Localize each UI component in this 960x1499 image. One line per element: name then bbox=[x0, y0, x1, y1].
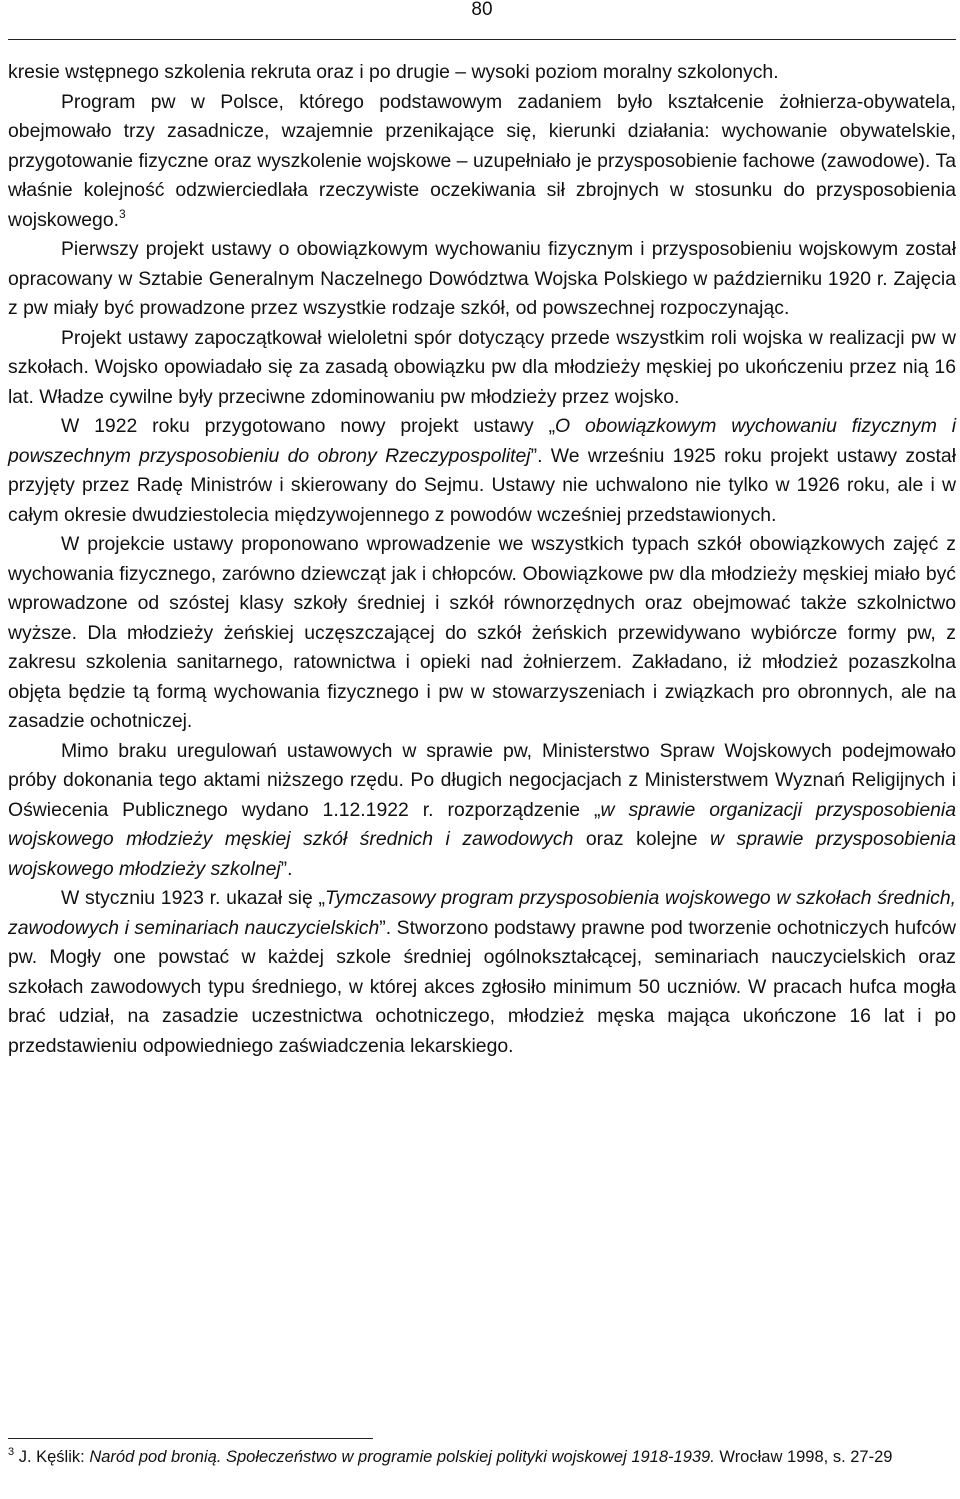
italic-text: Tymczasowy program przysposobienia wojskowego w szkołach średnich, zawodowych i seminariach nauczycielskich bbox=[8, 887, 956, 939]
text-run: Projekt ustawy zapoczątkował wieloletni spór dotyczący przede wszystkim roli wojska w realizacji pw w szkołach. Wojsko opowiadało się za zasadą obowiązku pw dla młodzieży męskiej po ukończeniu przez nią 16 lat. Władze cywilne były przeciwne zdominowaniu pw młodzieży przez wojsko. bbox=[8, 326, 956, 408]
footnote bbox=[8, 1446, 956, 1468]
paragraph bbox=[8, 737, 956, 885]
paragraph bbox=[8, 235, 956, 324]
paragraph bbox=[8, 324, 956, 413]
page-number: 80 bbox=[471, 0, 493, 20]
italic-text: w sprawie przysposobienia wojskowego młodzieży szkolnej bbox=[8, 828, 956, 880]
text-run: W 1922 roku przygotowano nowy projekt ustawy „ bbox=[61, 415, 556, 437]
text-run: W styczniu 1923 r. ukazał się „ bbox=[61, 887, 325, 909]
text-run: kresie wstępnego szkolenia rekruta oraz i po drugie – wysoki poziom moralny szkolonych. bbox=[8, 61, 779, 83]
paragraph bbox=[8, 88, 956, 236]
italic-text: O obowiązkowym wychowaniu fizycznym i powszechnym przysposobieniu do obrony Rzeczypospolitej bbox=[8, 415, 957, 467]
header-rule bbox=[8, 39, 956, 40]
text-run: Wrocław 1998, s. 27-29 bbox=[714, 1448, 893, 1466]
text-run: Mimo braku uregulowań ustawowych w sprawie pw, Ministerstwo Spraw Wojskowych podejmowało próby dokonania tego aktami niższego rzędu. Po długich negocjacjach z Ministerstwem Wyznań Religijnych i Oświecenia Publicznego wydano 1.12.1922 r. rozporządzenie „ bbox=[8, 739, 956, 821]
italic-text: Naród pod bronią. Społeczeństwo w programie polskiej polityki wojskowej 1918-1939. bbox=[89, 1448, 715, 1466]
text-run: ”. Stworzono podstawy prawne pod tworzenie ochotniczych hufców pw. Mogły one powstać w każdej szkole średniej ogólnokształcącej, seminariach nauczycielskich oraz szkołach zawodowych typu średniego, w której akces zgłosiło minimum 50 uczniów. W pracach hufca mogła brać udział, na zasadzie uczestnictwa ochotniczego, młodzież męska mająca ukończone 16 lat i po przedstawieniu odpowiedniego zaświadczenia lekarskiego. bbox=[8, 916, 956, 1057]
body-text bbox=[8, 58, 956, 1061]
paragraph bbox=[8, 530, 956, 737]
footnote-rule bbox=[8, 1438, 373, 1439]
text-run: ”. We wrześniu 1925 roku projekt ustawy został przyjęty przez Radę Ministrów i skierowany do Sejmu. Ustawy nie uchwalono nie tylko w 1926 roku, ale i w całym okresie dwudziestolecia międzywojennego z powodów wcześniej przedstawionych. bbox=[8, 444, 957, 526]
italic-text: w sprawie organizacji przysposobienia wojskowego młodzieży męskiej szkół średnich i zawodowych bbox=[8, 798, 956, 850]
paragraph bbox=[8, 58, 956, 88]
footnote-marker: 3 bbox=[119, 206, 126, 221]
text-run: J. Kęślik: bbox=[14, 1448, 90, 1466]
footnote-marker: 3 bbox=[8, 1446, 15, 1458]
text-run: ”. bbox=[280, 857, 293, 880]
paragraph bbox=[8, 884, 956, 1061]
text-run: oraz kolejne bbox=[573, 828, 711, 850]
text-run: W projekcie ustawy proponowano wprowadzenie we wszystkich typach szkół obowiązkowych zajęć z wychowania fizycznego, zarówno dziewcząt jak i chłopców. Obowiązkowe pw dla młodzieży męskiej miało być wprowadzone od szóstej klasy szkoły średniej i szkół równorzędnych oraz obejmować także szkolnictwo wyższe. Dla młodzieży żeńskiej uczęszczającej do szkół żeńskich przewidywano wybiórcze formy pw, z zakresu szkolenia sanitarnego, ratownictwa i opieki nad żołnierzem. Zakładano, iż młodzież pozaszkolna objęta będzie tą formą wychowania fizycznego i pw w stowarzyszeniach i związkach pro obronnych, ale na zasadzie ochotniczej. bbox=[8, 533, 956, 732]
text-run: Pierwszy projekt ustawy o obowiązkowym wychowaniu fizycznym i przysposobieniu wojskowym został opracowany w Sztabie Generalnym Naczelnego Dowództwa Wojska Polskiego w październiku 1920 r. Zajęcia z pw miały być prowadzone przez wszystkie rodzaje szkół, od powszechnej rozpoczynając. bbox=[8, 238, 956, 319]
paragraph bbox=[8, 412, 956, 530]
text-run: Program pw w Polsce, którego podstawowym zadaniem było kształcenie żołnierza-obywatela, obejmowało trzy zasadnicze, wzajemnie przenikające się, kierunki działania: wychowanie obywatelskie, przygotowanie fizyczne oraz wyszkolenie wojskowe – uzupełniało je przysposobienie fachowe (zawodowe). Ta właśnie kolejność odzwierciedlała rzeczywiste oczekiwania sił zbrojnych w stosunku do przysposobienia wojskowego. bbox=[8, 90, 956, 231]
